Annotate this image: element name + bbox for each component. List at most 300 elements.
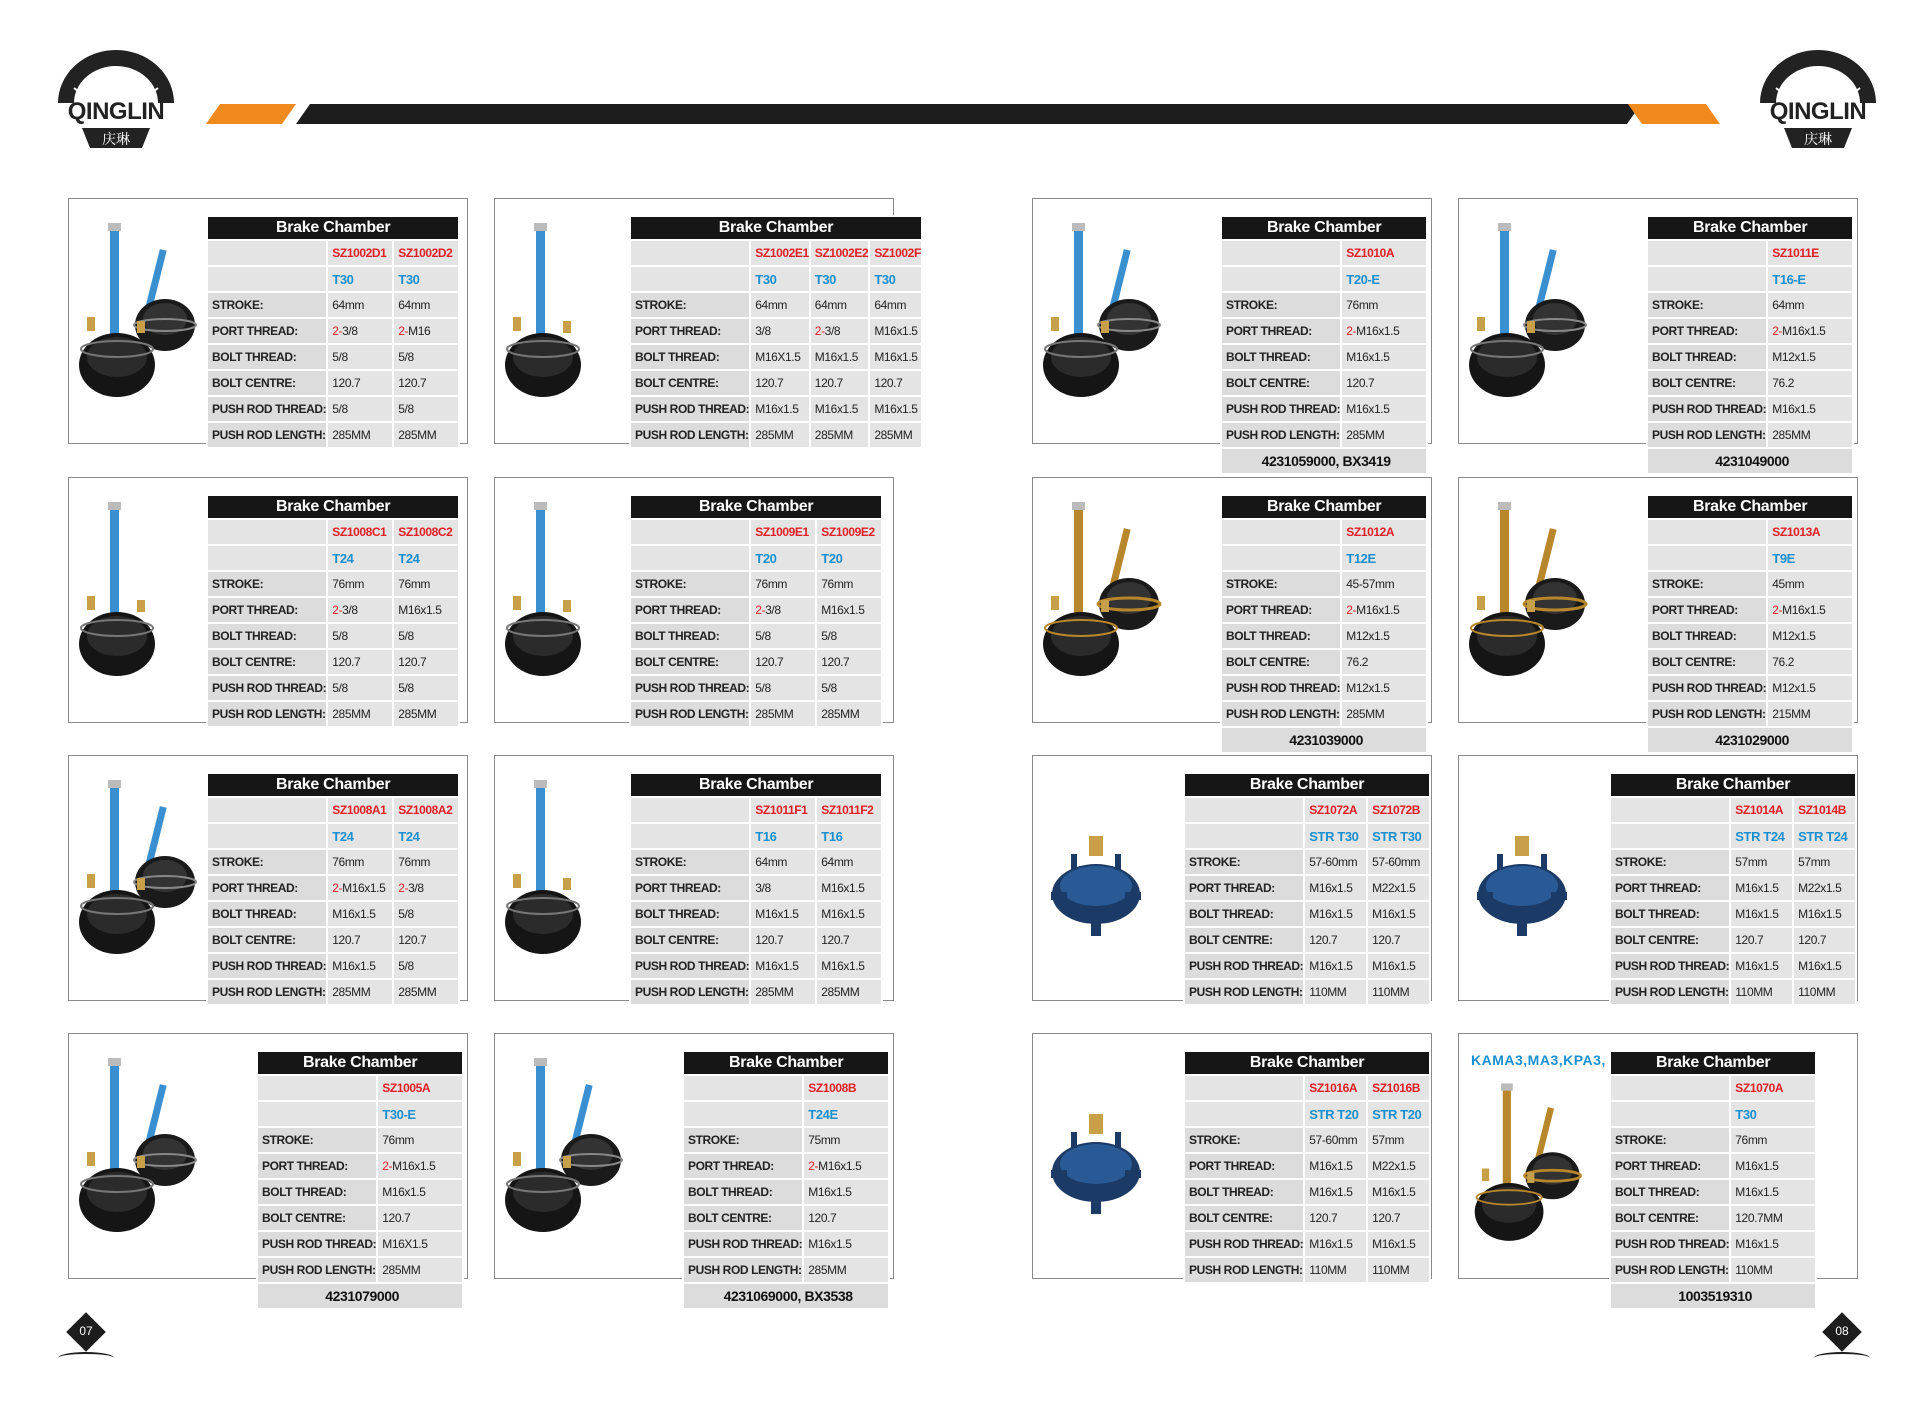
spec-value: M16x1.5 [810, 396, 870, 422]
header-accent-left [206, 104, 296, 124]
spec-label: PUSH ROD LENGTH: [207, 701, 327, 727]
spec-label: PUSH ROD THREAD: [1184, 1231, 1304, 1257]
spec-label: PUSH ROD THREAD: [1610, 953, 1730, 979]
spec-value: 76mm [1341, 292, 1427, 318]
chamber-type: T30 [327, 266, 393, 292]
spec-value: M16x1.5 [327, 953, 393, 979]
brake-chamber-image [77, 496, 201, 706]
spec-label: PORT THREAD: [683, 1153, 803, 1179]
spec-label: BOLT THREAD: [1184, 901, 1304, 927]
spec-value: M16x1.5 [1304, 1153, 1367, 1179]
spec-label: PORT THREAD: [630, 318, 750, 344]
spec-value: 5/8 [816, 675, 882, 701]
spec-value: 2-M16x1.5 [1767, 597, 1853, 623]
spec-value: 285MM [1341, 422, 1427, 448]
part-code: SZ1016B [1367, 1075, 1430, 1101]
spec-value: 57-60mm [1304, 849, 1367, 875]
spec-value: 2-M16x1.5 [1767, 318, 1853, 344]
spec-label: PUSH ROD THREAD: [1221, 396, 1341, 422]
spec-value: 5/8 [750, 675, 816, 701]
page-number-text: 08 [1835, 1324, 1849, 1338]
spec-label: PUSH ROD LENGTH: [207, 422, 327, 448]
spec-value: 57mm [1793, 849, 1856, 875]
product-card [494, 755, 894, 1001]
spec-label: PUSH ROD LENGTH: [1184, 1257, 1304, 1283]
spec-label: PUSH ROD THREAD: [1184, 953, 1304, 979]
spec-value: 2-3/8 [810, 318, 870, 344]
part-code: SZ1002E1 [750, 240, 810, 266]
spec-title: Brake Chamber [1647, 495, 1853, 519]
spec-value: M12x1.5 [1767, 344, 1853, 370]
spec-value: M16x1.5 [869, 396, 922, 422]
spec-label: PUSH ROD LENGTH: [630, 979, 750, 1005]
spec-label: BOLT CENTRE: [630, 649, 750, 675]
spec-label: PUSH ROD LENGTH: [1647, 422, 1767, 448]
product-card [1032, 477, 1432, 748]
spec-value: M16x1.5 [1304, 901, 1367, 927]
brake-chamber-image [503, 1052, 627, 1262]
spec-value: 285MM [869, 422, 922, 448]
spec-value: 2-3/8 [327, 318, 393, 344]
spec-value: 76.2 [1767, 370, 1853, 396]
brake-chamber-image [1467, 496, 1591, 706]
spec-value: 45mm [1767, 571, 1853, 597]
spec-value: M16X1.5 [377, 1231, 463, 1257]
logo-sub: 庆琳 [102, 132, 130, 148]
spec-table [1220, 215, 1428, 475]
spec-title: Brake Chamber [207, 216, 459, 240]
spec-label: BOLT CENTRE: [1610, 1205, 1730, 1231]
spec-value: M22x1.5 [1367, 875, 1430, 901]
spec-label: STROKE: [207, 849, 327, 875]
spec-value: 5/8 [393, 675, 459, 701]
spec-value: 2-M16x1.5 [377, 1153, 463, 1179]
spec-label: BOLT CENTRE: [1647, 370, 1767, 396]
spec-label: BOLT THREAD: [683, 1179, 803, 1205]
product-card [494, 1033, 894, 1304]
spec-value: 120.7 [393, 649, 459, 675]
spec-value: M12x1.5 [1341, 623, 1427, 649]
spec-label: BOLT CENTRE: [207, 927, 327, 953]
spec-label: BOLT THREAD: [207, 344, 327, 370]
spec-value: 110MM [1304, 979, 1367, 1005]
spec-value: 76mm [1730, 1127, 1816, 1153]
spec-value: M12x1.5 [1767, 675, 1853, 701]
part-code: SZ1005A [377, 1075, 463, 1101]
spec-value: 120.7 [810, 370, 870, 396]
product-card [1032, 1033, 1432, 1279]
spec-value: 120.7 [1730, 927, 1793, 953]
spec-value: 285MM [393, 422, 459, 448]
spec-value: 285MM [750, 422, 810, 448]
spec-label: BOLT CENTRE: [1610, 927, 1730, 953]
spec-value: M16x1.5 [1341, 396, 1427, 422]
spec-value: 120.7 [327, 649, 393, 675]
spec-label: BOLT THREAD: [1221, 344, 1341, 370]
spec-value: M16x1.5 [816, 901, 882, 927]
product-card [1032, 755, 1432, 1001]
spec-value: 5/8 [393, 901, 459, 927]
part-code: SZ1002D1 [327, 240, 393, 266]
spec-label: PORT THREAD: [207, 875, 327, 901]
spec-value: M12x1.5 [1767, 623, 1853, 649]
spec-label: STROKE: [1647, 292, 1767, 318]
spec-label: PUSH ROD LENGTH: [630, 701, 750, 727]
product-card [494, 477, 894, 723]
spec-label: STROKE: [207, 571, 327, 597]
spec-label: PUSH ROD LENGTH: [207, 979, 327, 1005]
spec-value: 285MM [816, 701, 882, 727]
spec-value: 2-M16 [393, 318, 459, 344]
spec-value: 5/8 [816, 623, 882, 649]
spec-value: 3/8 [750, 875, 816, 901]
spec-value: M16x1.5 [750, 396, 810, 422]
spec-value: 5/8 [750, 623, 816, 649]
spec-value: 2-M16x1.5 [327, 875, 393, 901]
spec-label: BOLT THREAD: [207, 623, 327, 649]
header-accent-right [1628, 104, 1720, 124]
chamber-type: T9E [1767, 545, 1853, 571]
spec-value: 76mm [327, 571, 393, 597]
spec-value: 120.7 [750, 370, 810, 396]
part-code: SZ1011E [1767, 240, 1853, 266]
spec-value: M16x1.5 [1730, 875, 1793, 901]
spec-label: PUSH ROD THREAD: [1221, 675, 1341, 701]
spec-value: M22x1.5 [1367, 1153, 1430, 1179]
spec-label: STROKE: [1184, 1127, 1304, 1153]
brake-chamber-image [77, 1052, 201, 1262]
spec-value: M16x1.5 [1730, 1179, 1816, 1205]
brake-chamber-image [1467, 774, 1591, 984]
spec-table [206, 215, 460, 449]
spec-label: BOLT THREAD: [630, 344, 750, 370]
chamber-type: T30 [1730, 1101, 1816, 1127]
spec-value: 75mm [803, 1127, 889, 1153]
spec-title: Brake Chamber [1610, 773, 1856, 797]
part-code: SZ1016A [1304, 1075, 1367, 1101]
spec-label: BOLT CENTRE: [630, 927, 750, 953]
spec-value: 110MM [1793, 979, 1856, 1005]
spec-value: M16x1.5 [393, 597, 459, 623]
spec-value: 64mm [750, 292, 810, 318]
spec-label: PORT THREAD: [1221, 597, 1341, 623]
spec-value: M16x1.5 [1367, 1179, 1430, 1205]
spec-title: Brake Chamber [683, 1051, 889, 1075]
spec-label: PORT THREAD: [207, 597, 327, 623]
spec-table [629, 215, 923, 449]
spec-value: 110MM [1730, 1257, 1816, 1283]
spec-value: 120.7 [816, 927, 882, 953]
spec-label: STROKE: [630, 849, 750, 875]
spec-value: 76mm [377, 1127, 463, 1153]
chamber-type: T12E [1341, 545, 1427, 571]
part-code: SZ1002F [869, 240, 922, 266]
spec-value: 2-3/8 [327, 597, 393, 623]
spec-value: 110MM [1304, 1257, 1367, 1283]
spec-value: M16x1.5 [869, 318, 922, 344]
spec-value: 120.7MM [1730, 1205, 1816, 1231]
product-card [68, 477, 468, 723]
spec-value: 285MM [810, 422, 870, 448]
spec-label: PORT THREAD: [1221, 318, 1341, 344]
spec-title: Brake Chamber [630, 216, 922, 240]
spec-value: 215MM [1767, 701, 1853, 727]
brake-chamber-image [503, 774, 627, 984]
brand-logo-right [1738, 48, 1898, 158]
spec-label: STROKE: [257, 1127, 377, 1153]
spec-value: 64mm [869, 292, 922, 318]
spec-title: Brake Chamber [1184, 1051, 1430, 1075]
spec-value: M16x1.5 [1341, 344, 1427, 370]
spec-label: PUSH ROD THREAD: [683, 1231, 803, 1257]
spec-table [682, 1050, 890, 1310]
spec-label: PUSH ROD THREAD: [630, 675, 750, 701]
spec-value: 285MM [750, 979, 816, 1005]
product-card [68, 755, 468, 1001]
brake-chamber-image [503, 496, 627, 706]
brake-chamber-image [1467, 217, 1591, 427]
part-code: SZ1010A [1341, 240, 1427, 266]
spec-value: M16x1.5 [1730, 953, 1793, 979]
spec-value: 76mm [393, 849, 459, 875]
spec-label: BOLT CENTRE: [1184, 1205, 1304, 1231]
spec-title: Brake Chamber [1221, 495, 1427, 519]
spec-table [206, 772, 460, 1006]
part-code: SZ1012A [1341, 519, 1427, 545]
spec-table [1183, 1050, 1431, 1284]
part-code: SZ1013A [1767, 519, 1853, 545]
part-code: SZ1014B [1793, 797, 1856, 823]
spec-value: 285MM [393, 979, 459, 1005]
spec-value: 5/8 [393, 396, 459, 422]
spec-label: STROKE: [1610, 1127, 1730, 1153]
brand-logo-left [36, 48, 196, 158]
spec-label: PUSH ROD LENGTH: [1610, 1257, 1730, 1283]
spec-label: BOLT CENTRE: [207, 370, 327, 396]
spec-value: M16x1.5 [377, 1179, 463, 1205]
spec-value: M16x1.5 [816, 597, 882, 623]
logo-text: QINGLIN [1769, 98, 1867, 125]
spec-value: 120.7 [816, 649, 882, 675]
spec-value: 110MM [1367, 979, 1430, 1005]
spec-value: 5/8 [327, 396, 393, 422]
spec-value: M16x1.5 [1767, 396, 1853, 422]
spec-label: PUSH ROD THREAD: [257, 1231, 377, 1257]
spec-table [1183, 772, 1431, 1006]
spec-value: M16x1.5 [750, 901, 816, 927]
spec-value: 120.7 [327, 927, 393, 953]
spec-label: PUSH ROD THREAD: [1610, 1231, 1730, 1257]
part-code: SZ1008C1 [327, 519, 393, 545]
oem-number: 4231029000 [1647, 727, 1853, 753]
spec-value: 64mm [327, 292, 393, 318]
spec-label: BOLT THREAD: [630, 901, 750, 927]
spec-title: Brake Chamber [1610, 1051, 1816, 1075]
spec-value: M16x1.5 [1304, 953, 1367, 979]
spec-value: M16x1.5 [1367, 901, 1430, 927]
chamber-type: T30 [869, 266, 922, 292]
market-label: KAMA3,MA3,KPA3, [1471, 1052, 1606, 1068]
logo-text: QINGLIN [67, 98, 165, 125]
spec-label: PUSH ROD THREAD: [630, 396, 750, 422]
brake-chamber-image [1467, 1078, 1591, 1268]
spec-value: 64mm [750, 849, 816, 875]
spec-table [1609, 772, 1857, 1006]
spec-value: 120.7 [750, 649, 816, 675]
spec-value: 120.7 [869, 370, 922, 396]
part-code: SZ1008B [803, 1075, 889, 1101]
spec-value: 120.7 [1341, 370, 1427, 396]
product-card [1458, 198, 1858, 469]
spec-label: PORT THREAD: [1184, 875, 1304, 901]
page-number-text: 07 [79, 1324, 93, 1338]
oem-number: 4231039000 [1221, 727, 1427, 753]
spec-value: 285MM [750, 701, 816, 727]
spec-title: Brake Chamber [1184, 773, 1430, 797]
spec-title: Brake Chamber [1647, 216, 1853, 240]
spec-label: BOLT CENTRE: [257, 1205, 377, 1231]
spec-label: BOLT CENTRE: [1221, 370, 1341, 396]
spec-label: BOLT CENTRE: [1184, 927, 1304, 953]
spec-label: PUSH ROD THREAD: [207, 396, 327, 422]
spec-label: PORT THREAD: [630, 597, 750, 623]
brake-chamber-image [1041, 1052, 1165, 1262]
product-card [494, 198, 921, 444]
part-code: SZ1002E2 [810, 240, 870, 266]
spec-label: PORT THREAD: [257, 1153, 377, 1179]
spec-value: 110MM [1730, 979, 1793, 1005]
chamber-type: T24E [803, 1101, 889, 1127]
spec-title: Brake Chamber [630, 495, 882, 519]
chamber-type: T16 [816, 823, 882, 849]
part-code: SZ1072B [1367, 797, 1430, 823]
spec-value: 285MM [327, 701, 393, 727]
spec-value: 3/8 [750, 318, 810, 344]
spec-label: BOLT THREAD: [1184, 1179, 1304, 1205]
spec-value: M16x1.5 [1730, 1153, 1816, 1179]
spec-title: Brake Chamber [1221, 216, 1427, 240]
spec-value: 120.7 [1367, 1205, 1430, 1231]
spec-value: 5/8 [393, 344, 459, 370]
spec-label: PUSH ROD LENGTH: [1221, 701, 1341, 727]
spec-value: 120.7 [393, 370, 459, 396]
spec-table [1220, 494, 1428, 754]
part-code: SZ1070A [1730, 1075, 1816, 1101]
spec-label: STROKE: [1610, 849, 1730, 875]
part-code: SZ1009E1 [750, 519, 816, 545]
chamber-type: STR T24 [1793, 823, 1856, 849]
spec-value: M16x1.5 [1730, 1231, 1816, 1257]
chamber-type: STR T24 [1730, 823, 1793, 849]
spec-value: 285MM [803, 1257, 889, 1283]
oem-number: 4231059000, BX3419 [1221, 448, 1427, 474]
spec-value: 57mm [1730, 849, 1793, 875]
spec-label: BOLT THREAD: [1647, 623, 1767, 649]
spec-value: 76mm [750, 571, 816, 597]
spec-label: BOLT CENTRE: [683, 1205, 803, 1231]
product-card [68, 1033, 468, 1304]
chamber-type: T30-E [377, 1101, 463, 1127]
spec-value: 5/8 [327, 623, 393, 649]
product-card [1458, 755, 1858, 1001]
brake-chamber-image [77, 774, 201, 984]
spec-label: PORT THREAD: [1647, 597, 1767, 623]
chamber-type: STR T20 [1304, 1101, 1367, 1127]
spec-value: 64mm [816, 849, 882, 875]
spec-value: 285MM [327, 422, 393, 448]
spec-value: M16X1.5 [750, 344, 810, 370]
chamber-type: T20 [816, 545, 882, 571]
spec-label: PUSH ROD LENGTH: [1647, 701, 1767, 727]
chamber-type: T24 [327, 823, 393, 849]
spec-label: STROKE: [1184, 849, 1304, 875]
spec-value: 2-M16x1.5 [1341, 318, 1427, 344]
spec-title: Brake Chamber [207, 773, 459, 797]
header-band [296, 104, 1641, 124]
spec-title: Brake Chamber [257, 1051, 463, 1075]
spec-label: PORT THREAD: [1184, 1153, 1304, 1179]
spec-value: 76.2 [1767, 649, 1853, 675]
spec-label: BOLT THREAD: [1221, 623, 1341, 649]
spec-value: 120.7 [803, 1205, 889, 1231]
spec-label: STROKE: [1647, 571, 1767, 597]
spec-value: 64mm [393, 292, 459, 318]
chamber-type: T30 [750, 266, 810, 292]
spec-value: 120.7 [1367, 927, 1430, 953]
brake-chamber-image [503, 217, 627, 427]
chamber-type: T30 [810, 266, 870, 292]
spec-label: BOLT THREAD: [1610, 1179, 1730, 1205]
spec-value: 285MM [327, 979, 393, 1005]
spec-value: 285MM [393, 701, 459, 727]
spec-label: PUSH ROD LENGTH: [257, 1257, 377, 1283]
spec-value: M16x1.5 [327, 901, 393, 927]
spec-label: PUSH ROD LENGTH: [683, 1257, 803, 1283]
spec-value: 120.7 [393, 927, 459, 953]
spec-value: M22x1.5 [1793, 875, 1856, 901]
spec-label: PORT THREAD: [1647, 318, 1767, 344]
spec-value: M16x1.5 [816, 875, 882, 901]
spec-value: 5/8 [393, 623, 459, 649]
spec-value: M16x1.5 [750, 953, 816, 979]
spec-table [206, 494, 460, 728]
spec-value: M16x1.5 [1730, 901, 1793, 927]
spec-value: 5/8 [327, 344, 393, 370]
spec-label: BOLT CENTRE: [1221, 649, 1341, 675]
chamber-type: T20 [750, 545, 816, 571]
spec-value: M16x1.5 [1367, 1231, 1430, 1257]
spec-value: 285MM [1767, 422, 1853, 448]
page-number-left [66, 1318, 106, 1358]
chamber-type: T24 [327, 545, 393, 571]
spec-value: 57mm [1367, 1127, 1430, 1153]
spec-label: BOLT THREAD: [207, 901, 327, 927]
spec-value: 76mm [816, 571, 882, 597]
spec-label: PORT THREAD: [1610, 1153, 1730, 1179]
spec-value: 76mm [327, 849, 393, 875]
spec-label: PORT THREAD: [630, 875, 750, 901]
spec-value: 64mm [810, 292, 870, 318]
spec-label: PUSH ROD THREAD: [1647, 675, 1767, 701]
spec-label: BOLT THREAD: [1610, 901, 1730, 927]
spec-table [1609, 1050, 1817, 1310]
spec-value: 120.7 [1304, 927, 1367, 953]
spec-value: M16x1.5 [803, 1231, 889, 1257]
product-card [1458, 477, 1858, 748]
logo-sub: 庆琳 [1804, 132, 1832, 148]
oem-number: 4231069000, BX3538 [683, 1283, 889, 1309]
spec-label: STROKE: [630, 292, 750, 318]
